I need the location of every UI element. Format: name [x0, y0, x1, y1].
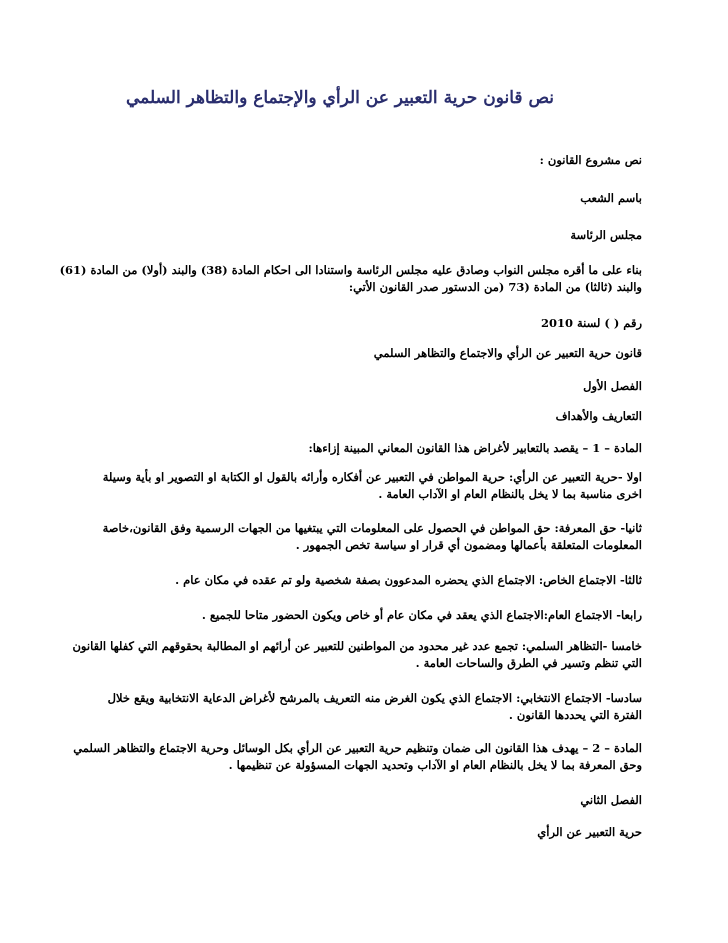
document-title: نص قانون حرية التعبير عن الرأي والإجتماع والتظاهر السلمي [125, 88, 555, 108]
law-number: رقم ( ) لسنة 2010 [540, 316, 642, 330]
definition-line: سادسا- الاجتماع الانتخابي: الاجتماع الذي يكون الغرض منه التعريف بالمرشح لأغراض الدعاية الانتخابية ويقع خلال [107, 691, 642, 705]
article-two [73, 740, 642, 774]
definition-second [103, 520, 642, 554]
definition-line: ثانيا- حق المعرفة: حق المواطن في الحصول على المعلومات التي يبتغيها من الجهات الرسمية وفق القانون،خاصة [102, 521, 642, 535]
definition-line: الفترة التي يحددها القانون . [508, 708, 642, 722]
bill-text-heading: نص مشروع القانون : [539, 153, 642, 167]
definition-line: التي تنظم وتسير في الطرق والساحات العامة . [415, 656, 642, 670]
definition-line: خامسا -التظاهر السلمي: تجمع عدد غير محدود من المواطنين للتعبير عن أرائهم او المطالبة بحقوقهم التي كفلها القانون [72, 639, 642, 653]
definition-line: اخرى مناسبة بما لا يخل بالنظام العام او الآداب العامة . [378, 487, 642, 501]
presidency-council: مجلس الرئاسة [570, 228, 642, 242]
definition-first [103, 469, 642, 503]
definition-line: المعلومات المتعلقة بأعمالها ومضمون أي قرار او سياسة تخص الجمهور . [295, 538, 642, 552]
definition-fourth: رابعا- الاجتماع العام:الاجتماع الذي يعقد في مكان عام أو خاص ويكون الحضور متاحا للجميع . [201, 608, 642, 622]
preamble-line: والبند (ثالثا) من المادة (73 (من الدستور صدر القانون الأتي: [348, 280, 642, 294]
chapter-one-heading: الفصل الأول [583, 379, 642, 393]
preamble-paragraph [60, 262, 642, 296]
definition-third: ثالثا- الاجتماع الخاص: الاجتماع الذي يحضره المدعوون بصفة شخصية ولو تم عقده في مكان عام . [175, 573, 642, 587]
freedom-of-expression-heading: حرية التعبير عن الرأي [537, 825, 642, 839]
article-two-line: المادة – 2 – يهدف هذا القانون الى ضمان وتنظيم حرية التعبير عن الرأي بكل الوسائل وحرية الاجتماع والتظاهر السلمي [73, 741, 642, 755]
definition-line: اولا -حرية التعبير عن الرأي: حرية المواطن في التعبير عن أفكاره وأرائه بالقول او الكتابة او التصوير او بأية وسيلة [102, 470, 642, 484]
in-name-of-people: باسم الشعب [580, 191, 642, 205]
definition-sixth [108, 690, 642, 724]
law-name: قانون حرية التعبير عن الرأي والاجتماع والتظاهر السلمي [373, 346, 642, 360]
chapter-two-heading: الفصل الثاني [580, 793, 642, 807]
definition-fifth [72, 638, 642, 672]
article-two-line: وحق المعرفة بما لا يخل بالنظام العام او الآداب وتحديد الجهات المسؤولة عن تنظيمها . [228, 758, 642, 772]
article-one: المادة – 1 – يقصد بالتعابير لأغراض هذا القانون المعاني المبينة إزاءها: [308, 441, 642, 455]
definitions-heading: التعاريف والأهداف [555, 409, 642, 423]
preamble-line: بناء على ما أقره مجلس النواب وصادق عليه مجلس الرئاسة واستنادا الى احكام المادة (38) والبند (أولا) من المادة (61) [59, 263, 642, 277]
